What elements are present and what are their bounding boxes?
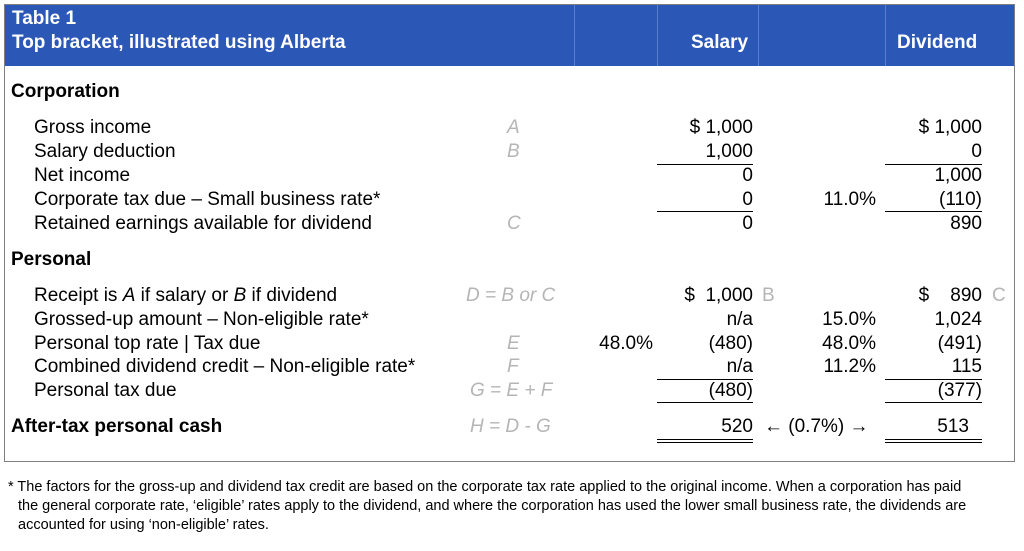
dividend-value: (377) (937, 380, 982, 401)
footnote-line: * The factors for the gross-up and dividend tax credit are based on the corporate tax rate applied to the original income. When a corporation has paid (8, 479, 962, 495)
rate-value: 15.0% (822, 309, 876, 330)
footnote-line: the general corporate rate, ‘eligible’ rates apply to the dividend, and where the corporation has used the lower small business rate, the dividends are (18, 498, 967, 514)
subtotal-rule (885, 402, 982, 403)
row-label: Salary deduction (34, 141, 176, 162)
salary-value: n/a (726, 309, 753, 330)
dividend-value: 1,024 (934, 309, 982, 330)
row-label: Retained earnings available for dividend (34, 213, 373, 234)
row-label: Gross income (34, 117, 152, 138)
section-heading-personal: Personal (11, 249, 92, 270)
dividend-value: 115 (951, 356, 982, 377)
footnote-line: accounted for using ‘non-eligible’ rates. (18, 517, 269, 533)
after-tax-dividend-value: 513 (937, 416, 969, 437)
salary-rate-value: 48.0% (599, 333, 653, 354)
footnote (8, 478, 1012, 535)
table-number: Table 1 (12, 8, 77, 29)
row-reference: C (507, 213, 521, 234)
table-header (5, 5, 1014, 66)
dividend-source-tag: C (992, 285, 1006, 306)
dividend-value: (110) (939, 189, 982, 210)
salary-value: 1,000 (705, 141, 753, 162)
salary-value: n/a (726, 356, 753, 377)
salary-value: (480) (708, 380, 753, 401)
row-label: Grossed-up amount – Non-eligible rate* (34, 309, 369, 330)
row-label: Personal tax due (34, 380, 177, 401)
row-reference: E (507, 333, 520, 354)
tax-comparison-table (4, 4, 1015, 462)
total-double-rule (885, 439, 982, 443)
dividend-value: $ 1,000 (918, 117, 982, 138)
salary-value: 0 (742, 165, 753, 186)
section-heading-corporation: Corporation (11, 81, 120, 102)
column-header-salary: Salary (691, 32, 749, 53)
table-title: Top bracket, illustrated using Alberta (12, 32, 346, 53)
column-header-dividend: Dividend (897, 32, 978, 53)
row-label: Receipt is A if salary or B if dividend (34, 285, 338, 306)
salary-source-tag: B (762, 285, 775, 306)
after-tax-difference: ← (0.7%) → (764, 416, 869, 437)
rate-value: 11.0% (823, 189, 876, 210)
subtotal-rule (885, 211, 982, 212)
header-divider (885, 5, 886, 66)
dividend-value: 1,000 (934, 165, 982, 186)
dividend-value: 0 (971, 141, 982, 162)
row-reference: A (507, 117, 520, 138)
row-label: Corporate tax due – Small business rate* (34, 189, 381, 210)
row-reference: G = E + F (470, 380, 553, 401)
row-reference: D = B or C (466, 285, 556, 306)
after-tax-label: After-tax personal cash (11, 416, 223, 437)
rate-value: 11.2% (823, 356, 876, 377)
rate-value: 48.0% (822, 333, 876, 354)
salary-value: $ 1,000 (684, 285, 753, 306)
subtotal-rule (657, 211, 753, 212)
row-label: Combined dividend credit – Non-eligible rate* (34, 356, 416, 377)
row-reference: B (507, 141, 520, 162)
header-divider (657, 5, 658, 66)
salary-value: (480) (708, 333, 753, 354)
row-label: Net income (34, 165, 131, 186)
header-divider (758, 5, 759, 66)
row-reference: F (507, 356, 519, 377)
dividend-value: 890 (950, 213, 982, 234)
after-tax-salary-value: 520 (721, 416, 753, 437)
dividend-value: (491) (937, 333, 982, 354)
dividend-value: $ 890 (918, 285, 982, 306)
salary-value: 0 (742, 213, 753, 234)
total-double-rule (657, 439, 753, 443)
salary-value: 0 (742, 189, 753, 210)
subtotal-rule (657, 402, 753, 403)
row-reference: H = D - G (470, 416, 551, 437)
salary-value: $ 1,000 (689, 117, 753, 138)
row-label: Personal top rate | Tax due (34, 333, 261, 354)
header-divider (574, 5, 575, 66)
